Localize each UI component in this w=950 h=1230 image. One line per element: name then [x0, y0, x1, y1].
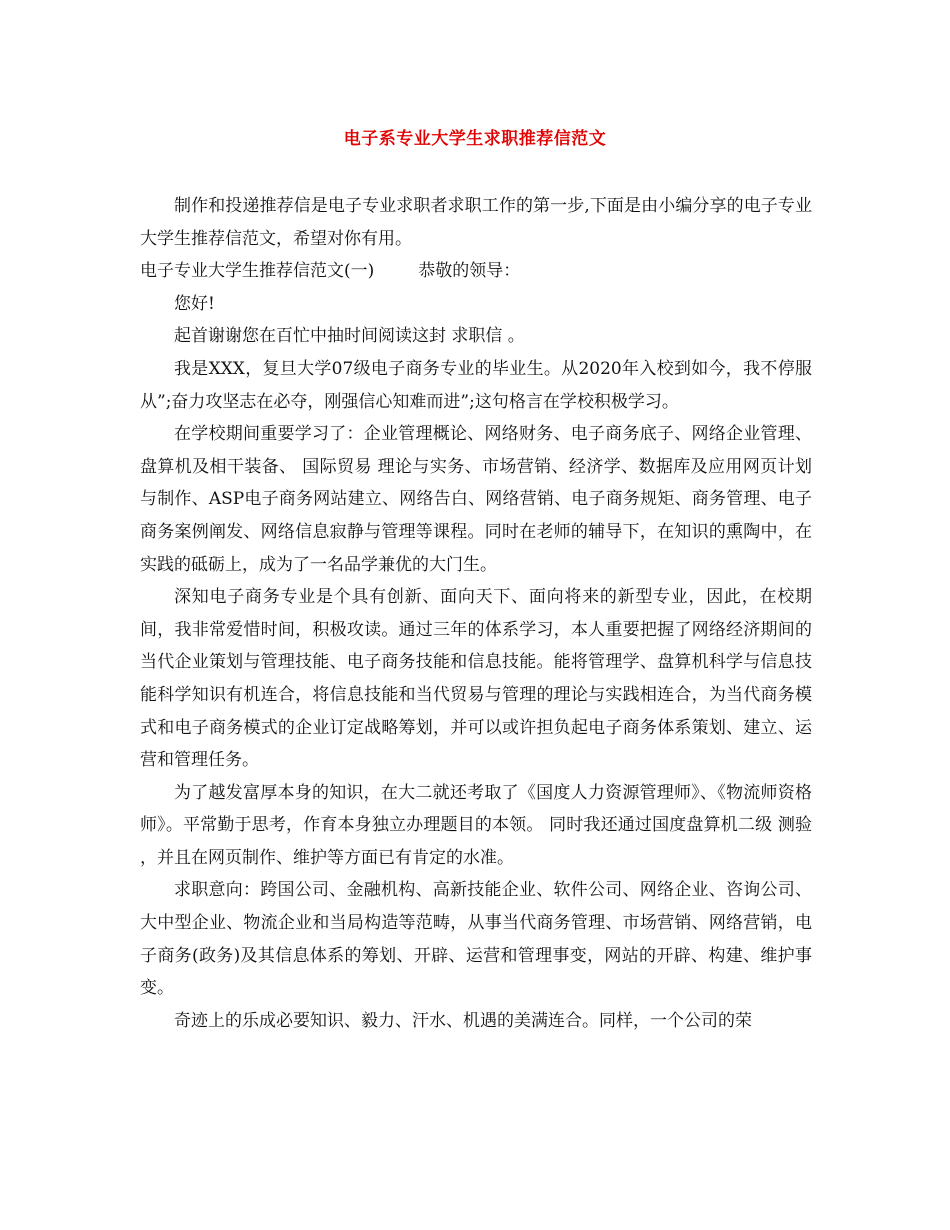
- body-paragraph: 求职意向：跨国公司、金融机构、高新技能企业、软件公司、网络企业、咨询公司、大中型企业、物流企业和当局构造等范畴，从事当代商务管理、市场营销、网络营销，电子商务(政务)及其信息体系的筹划、开辟、运营和管理事变，网站的开辟、构建、维护事变。: [140, 880, 812, 999]
- body-paragraph: 为了越发富厚本身的知识，在大二就还考取了《国度人力资源管理师》、《物流师资格师》。平常勤于思考，作育本身独立办理题目的本领。 同时我还通过国度盘算机二级 测验 ，并且在网页制作、维护等方面已有肯定的水准。: [140, 782, 812, 868]
- heading-line: [140, 255, 812, 288]
- salutation: 恭敬的领导：: [418, 261, 521, 282]
- body-paragraph: 深知电子商务专业是个具有创新、面向天下、面向将来的新型专业，因此，在校期间，我非常爱惜时间，积极攻读。通过三年的体系学习，本人重要把握了网络经济期间的当代企业策划与管理技能、电子商务技能和信息技能。能将管理学、盘算机科学与信息技能科学知识有机连合，将信息技能和当代贸易与管理的理论与实践相连合，为当代商务模式和电子商务模式的企业订定战略筹划，并可以或许担负起电子商务体系策划、建立、运营和管理任务。: [140, 587, 812, 771]
- body-paragraph: 奇迹上的乐成必要知识、毅力、汗水、机遇的美满连合。同样，一个公司的荣: [174, 1010, 752, 1031]
- body-paragraph: 在学校期间重要学习了：企业管理概论、网络财务、电子商务底子、网络企业管理、盘算机及相干装备、 国际贸易 理论与实务、市场营销、经济学、数据库及应用网页计划与制作、ASP电子商务网站建立、网络告白、网络营销、电子商务规矩、商务管理、电子商务案例阐发、网络信息寂静与管理等课程。同时在老师的辅导下，在知识的熏陶中，在实践的砥砺上，成为了一名品学兼优的大门生。: [140, 424, 812, 575]
- document-title: 电子系专业大学生求职推荐信范文: [343, 129, 607, 149]
- body-paragraph: 起首谢谢您在百忙中抽时间阅读这封 求职信 。: [174, 326, 525, 347]
- body-paragraph: 我是XXX，复旦大学07级电子商务专业的毕业生。从2020年入校到如今，我不停服从”;奋力攻坚志在必夺，刚强信心知难而进”;这句格言在学校积极学习。: [140, 358, 812, 412]
- document-body: [140, 190, 812, 1037]
- section-heading: 电子专业大学生推荐信范文(一): [140, 261, 375, 282]
- intro-paragraph: 制作和投递推荐信是电子专业求职者求职工作的第一步,下面是由小编分享的电子专业大学生推荐信范文，希望对你有用。: [140, 196, 812, 249]
- body-paragraph: 您好!: [174, 293, 215, 314]
